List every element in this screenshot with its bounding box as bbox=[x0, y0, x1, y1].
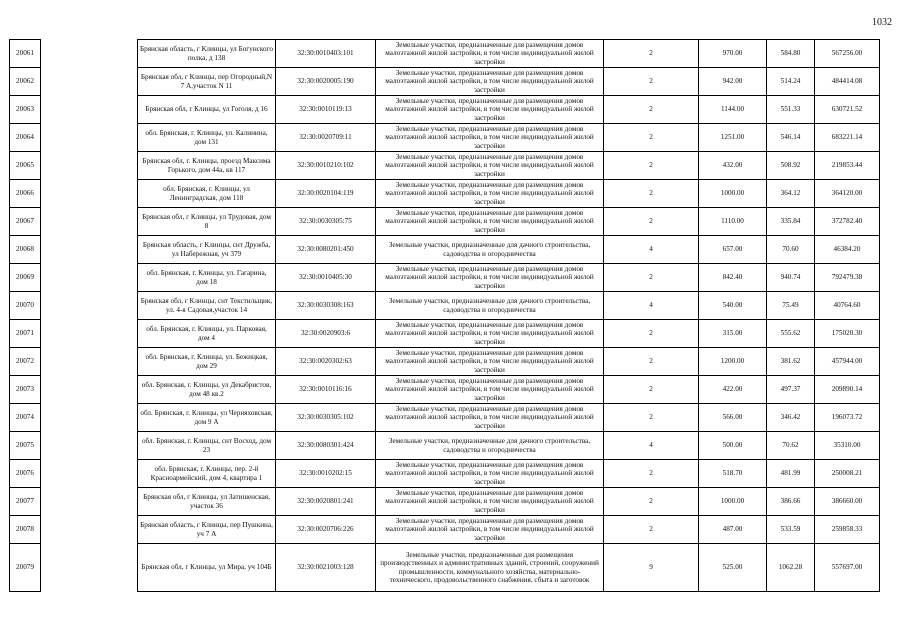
group-number-cell: 2 bbox=[604, 124, 699, 152]
cadastral-number-cell: 32:30:0020903:6 bbox=[276, 320, 376, 348]
area-cell: 1110.00 bbox=[699, 208, 767, 236]
cadastral-number-cell: 32:30:0010116:16 bbox=[276, 376, 376, 404]
cadastral-value-cell: 196073.72 bbox=[815, 404, 880, 432]
group-number-cell: 2 bbox=[604, 208, 699, 236]
group-number-cell: 2 bbox=[604, 68, 699, 96]
address-cell: обл. Брянская, г. Клинцы, ул. Бежицкая, дом 29 bbox=[138, 348, 276, 376]
cadastral-number-cell: 32:30:0020005:190 bbox=[276, 68, 376, 96]
cadastral-value-cell: 683221.14 bbox=[815, 124, 880, 152]
area-cell: 487.00 bbox=[699, 516, 767, 544]
cadastral-value-cell: 792479.38 bbox=[815, 264, 880, 292]
record-number: 20073 bbox=[10, 376, 41, 404]
table-row bbox=[10, 152, 880, 180]
cadastral-value-cell: 175020.30 bbox=[815, 320, 880, 348]
land-use-cell: Земельные участки, предназначенные для размещения домов малоэтажной жилой застройки, в том числе индивидуальной жилой застройки bbox=[376, 516, 604, 544]
cadastral-value-cell: 40764.60 bbox=[815, 292, 880, 320]
blank-column bbox=[41, 264, 138, 292]
group-number-cell: 2 bbox=[604, 152, 699, 180]
land-use-cell: Земельные участки, предназначенные для размещения домов малоэтажной жилой застройки, в том числе индивидуальной жилой застройки bbox=[376, 180, 604, 208]
address-cell: обл. Брянская, г. Клинцы, ул. Парковая, дом 4 bbox=[138, 320, 276, 348]
table-row bbox=[10, 404, 880, 432]
record-number: 20067 bbox=[10, 208, 41, 236]
group-number-cell: 2 bbox=[604, 460, 699, 488]
area-cell: 500.00 bbox=[699, 432, 767, 460]
cadastral-number-cell: 32:30:0030305:102 bbox=[276, 404, 376, 432]
area-cell: 970.00 bbox=[699, 40, 767, 68]
cadastral-number-cell: 32:30:0010403:101 bbox=[276, 40, 376, 68]
address-cell: Брянская обл, г Клинцы, ул Затишенская, участок 36 bbox=[138, 488, 276, 516]
specific-value-cell: 514.24 bbox=[767, 68, 815, 96]
group-number-cell: 4 bbox=[604, 292, 699, 320]
table-row bbox=[10, 432, 880, 460]
cadastral-value-cell: 46384.20 bbox=[815, 236, 880, 264]
record-number: 20066 bbox=[10, 180, 41, 208]
record-number: 20078 bbox=[10, 516, 41, 544]
blank-column bbox=[41, 348, 138, 376]
record-number: 20070 bbox=[10, 292, 41, 320]
specific-value-cell: 346.42 bbox=[767, 404, 815, 432]
table-row bbox=[10, 292, 880, 320]
record-number: 20079 bbox=[10, 544, 41, 592]
blank-column bbox=[41, 544, 138, 592]
record-number: 20071 bbox=[10, 320, 41, 348]
blank-column bbox=[41, 180, 138, 208]
address-cell: обл. Брянская, г. Клинцы, ул. Калинина, дом 131 bbox=[138, 124, 276, 152]
table-row bbox=[10, 516, 880, 544]
cadastral-value-cell: 457944.00 bbox=[815, 348, 880, 376]
group-number-cell: 2 bbox=[604, 376, 699, 404]
blank-column bbox=[41, 488, 138, 516]
cadastral-number-cell: 32:30:0030305:75 bbox=[276, 208, 376, 236]
record-number: 20077 bbox=[10, 488, 41, 516]
address-cell: Брянская область, г Клинцы, пер Пушкина, уч 7 А bbox=[138, 516, 276, 544]
table-row bbox=[10, 488, 880, 516]
group-number-cell: 2 bbox=[604, 348, 699, 376]
blank-column bbox=[41, 404, 138, 432]
area-cell: 432.00 bbox=[699, 152, 767, 180]
specific-value-cell: 364.12 bbox=[767, 180, 815, 208]
specific-value-cell: 551.33 bbox=[767, 96, 815, 124]
group-number-cell: 2 bbox=[604, 40, 699, 68]
area-cell: 315.00 bbox=[699, 320, 767, 348]
land-use-cell: Земельные участки, предназначенные для размещения домов малоэтажной жилой застройки, в том числе индивидуальной жилой застройки bbox=[376, 320, 604, 348]
blank-column bbox=[41, 516, 138, 544]
cadastral-number-cell: 32:30:0020104:119 bbox=[276, 180, 376, 208]
record-number: 20064 bbox=[10, 124, 41, 152]
specific-value-cell: 546.14 bbox=[767, 124, 815, 152]
cadastral-number-cell: 32:30:0010210:102 bbox=[276, 152, 376, 180]
record-number: 20065 bbox=[10, 152, 41, 180]
area-cell: 422.00 bbox=[699, 376, 767, 404]
record-number: 20069 bbox=[10, 264, 41, 292]
specific-value-cell: 481.99 bbox=[767, 460, 815, 488]
address-cell: Брянская область, г Клинцы, снт Дружба, ул Набережная, уч 379 bbox=[138, 236, 276, 264]
table-row bbox=[10, 264, 880, 292]
cadastral-number-cell: 32:30:0010119:13 bbox=[276, 96, 376, 124]
land-use-cell: Земельные участки, предназначенные для размещения производственных и административных зданий, строений, сооружений промышленности, коммунального хозяйства, материально-технического, продовольственного снабжения, сбыта и заготовок bbox=[376, 544, 604, 592]
cadastral-number-cell: 32:30:0080201:450 bbox=[276, 236, 376, 264]
cadastral-value-cell: 386660.00 bbox=[815, 488, 880, 516]
blank-column bbox=[41, 152, 138, 180]
address-cell: Брянская обл, г Клинцы, снт Текстильщик, ул. 4-я Садовая,участок 14 bbox=[138, 292, 276, 320]
specific-value-cell: 70.62 bbox=[767, 432, 815, 460]
area-cell: 1251.00 bbox=[699, 124, 767, 152]
group-number-cell: 4 bbox=[604, 432, 699, 460]
area-cell: 942.00 bbox=[699, 68, 767, 96]
area-cell: 1000.00 bbox=[699, 180, 767, 208]
land-use-cell: Земельные участки, предназначенные для дачного строительства, садоводства и огородничества bbox=[376, 292, 604, 320]
land-use-cell: Земельные участки, предназначенные для размещения домов малоэтажной жилой застройки, в том числе индивидуальной жилой застройки bbox=[376, 208, 604, 236]
land-use-cell: Земельные участки, предназначенные для дачного строительства, садоводства и огородничества bbox=[376, 236, 604, 264]
blank-column bbox=[41, 208, 138, 236]
cadastral-number-cell: 32:30:0020302:63 bbox=[276, 348, 376, 376]
specific-value-cell: 75.49 bbox=[767, 292, 815, 320]
blank-column bbox=[41, 68, 138, 96]
cadastral-value-cell: 259858.33 bbox=[815, 516, 880, 544]
specific-value-cell: 497.37 bbox=[767, 376, 815, 404]
record-number: 20072 bbox=[10, 348, 41, 376]
table-row bbox=[10, 96, 880, 124]
area-cell: 518.70 bbox=[699, 460, 767, 488]
table-row bbox=[10, 236, 880, 264]
cadastral-value-cell: 557697.00 bbox=[815, 544, 880, 592]
specific-value-cell: 533.59 bbox=[767, 516, 815, 544]
specific-value-cell: 1062.28 bbox=[767, 544, 815, 592]
group-number-cell: 4 bbox=[604, 236, 699, 264]
address-cell: Брянская обл, г Клинцы, ул Гоголя, д 16 bbox=[138, 96, 276, 124]
cadastral-value-cell: 372782.40 bbox=[815, 208, 880, 236]
area-cell: 1200.00 bbox=[699, 348, 767, 376]
blank-column bbox=[41, 96, 138, 124]
table-row bbox=[10, 124, 880, 152]
blank-column bbox=[41, 124, 138, 152]
specific-value-cell: 584.80 bbox=[767, 40, 815, 68]
group-number-cell: 2 bbox=[604, 264, 699, 292]
land-use-cell: Земельные участки, предназначенные для размещения домов малоэтажной жилой застройки, в том числе индивидуальной жилой застройки bbox=[376, 40, 604, 68]
land-use-cell: Земельные участки, предназначенные для размещения домов малоэтажной жилой застройки, в том числе индивидуальной жилой застройки bbox=[376, 376, 604, 404]
cadastral-number-cell: 32:30:0080301:424 bbox=[276, 432, 376, 460]
table-row bbox=[10, 40, 880, 68]
group-number-cell: 2 bbox=[604, 516, 699, 544]
cadastral-number-cell: 32:30:0020706:226 bbox=[276, 516, 376, 544]
blank-column bbox=[41, 236, 138, 264]
cadastral-value-cell: 250008.21 bbox=[815, 460, 880, 488]
table-row bbox=[10, 208, 880, 236]
address-cell: Брянская обл, г Клинцы, ул Мира, уч 104Б bbox=[138, 544, 276, 592]
cadastral-value-cell: 567256.00 bbox=[815, 40, 880, 68]
specific-value-cell: 508.92 bbox=[767, 152, 815, 180]
cadastral-value-cell: 630721.52 bbox=[815, 96, 880, 124]
cadastral-number-cell: 32:30:0010405:30 bbox=[276, 264, 376, 292]
group-number-cell: 2 bbox=[604, 404, 699, 432]
specific-value-cell: 335.84 bbox=[767, 208, 815, 236]
area-cell: 525.00 bbox=[699, 544, 767, 592]
specific-value-cell: 386.66 bbox=[767, 488, 815, 516]
land-use-cell: Земельные участки, предназначенные для размещения домов малоэтажной жилой застройки, в том числе индивидуальной жилой застройки bbox=[376, 348, 604, 376]
cadastral-value-cell: 364120.00 bbox=[815, 180, 880, 208]
cadastral-value-cell: 35310.00 bbox=[815, 432, 880, 460]
address-cell: Брянская обл, г Клинцы, ул Трудовая, дом 8 bbox=[138, 208, 276, 236]
land-use-cell: Земельные участки, предназначенные для дачного строительства, садоводства и огородничества bbox=[376, 432, 604, 460]
record-number: 20075 bbox=[10, 432, 41, 460]
table-row bbox=[10, 544, 880, 592]
record-number: 20063 bbox=[10, 96, 41, 124]
record-number: 20068 bbox=[10, 236, 41, 264]
cadastral-number-cell: 32:30:0020709:11 bbox=[276, 124, 376, 152]
record-number: 20074 bbox=[10, 404, 41, 432]
address-cell: Брянская обл, г Клинцы, пер Огородный,N 7 А,участок N 11 bbox=[138, 68, 276, 96]
group-number-cell: 9 bbox=[604, 544, 699, 592]
area-cell: 842.40 bbox=[699, 264, 767, 292]
cadastral-value-cell: 484414.08 bbox=[815, 68, 880, 96]
blank-column bbox=[41, 432, 138, 460]
specific-value-cell: 555.62 bbox=[767, 320, 815, 348]
address-cell: Брянская обл, г. Клинцы, проезд Максима Горького, дом 44а, кв 117 bbox=[138, 152, 276, 180]
group-number-cell: 2 bbox=[604, 488, 699, 516]
blank-column bbox=[41, 376, 138, 404]
area-cell: 540.00 bbox=[699, 292, 767, 320]
cadastral-number-cell: 32:30:0010202:15 bbox=[276, 460, 376, 488]
land-use-cell: Земельные участки, предназначенные для размещения домов малоэтажной жилой застройки, в том числе индивидуальной жилой застройки bbox=[376, 124, 604, 152]
area-cell: 657.00 bbox=[699, 236, 767, 264]
record-number: 20062 bbox=[10, 68, 41, 96]
cadastral-number-cell: 32:30:0020801:241 bbox=[276, 488, 376, 516]
specific-value-cell: 70.60 bbox=[767, 236, 815, 264]
cadastral-value-cell: 219853.44 bbox=[815, 152, 880, 180]
area-cell: 1144.00 bbox=[699, 96, 767, 124]
blank-column bbox=[41, 40, 138, 68]
blank-column bbox=[41, 292, 138, 320]
record-number: 20061 bbox=[10, 40, 41, 68]
address-cell: обл. Брянская, г. Клинцы, ул. Гагарина, дом 18 bbox=[138, 264, 276, 292]
table-row bbox=[10, 68, 880, 96]
table-row bbox=[10, 320, 880, 348]
land-use-cell: Земельные участки, предназначенные для размещения домов малоэтажной жилой застройки, в том числе индивидуальной жилой застройки bbox=[376, 152, 604, 180]
land-use-cell: Земельные участки, предназначенные для размещения домов малоэтажной жилой застройки, в том числе индивидуальной жилой застройки bbox=[376, 460, 604, 488]
blank-column bbox=[41, 460, 138, 488]
address-cell: обл. Брянская, г. Клинцы, ул Ленинградская, дом 118 bbox=[138, 180, 276, 208]
area-cell: 566.00 bbox=[699, 404, 767, 432]
specific-value-cell: 381.62 bbox=[767, 348, 815, 376]
address-cell: обл. Брянская, г. Клинцы, снт Восход, дом 23 bbox=[138, 432, 276, 460]
address-cell: Брянская область, г Клинцы, ул Богунского полка, д 138 bbox=[138, 40, 276, 68]
page-number: 1032 bbox=[872, 17, 892, 28]
specific-value-cell: 940.74 bbox=[767, 264, 815, 292]
land-use-cell: Земельные участки, предназначенные для размещения домов малоэтажной жилой застройки, в том числе индивидуальной жилой застройки bbox=[376, 68, 604, 96]
record-number: 20076 bbox=[10, 460, 41, 488]
blank-column bbox=[41, 320, 138, 348]
table-row bbox=[10, 376, 880, 404]
cadastral-number-cell: 32:30:0030308:163 bbox=[276, 292, 376, 320]
address-cell: обл. Брянская, г. Клинцы, ул Декабристов, дом 48 кв.2 bbox=[138, 376, 276, 404]
land-use-cell: Земельные участки, предназначенные для размещения домов малоэтажной жилой застройки, в том числе индивидуальной жилой застройки bbox=[376, 488, 604, 516]
group-number-cell: 2 bbox=[604, 96, 699, 124]
address-cell: обл. Брянская, г. Клинцы, пер. 2-й Красноармейский, дом 4, квартира 1 bbox=[138, 460, 276, 488]
area-cell: 1000.00 bbox=[699, 488, 767, 516]
table-row bbox=[10, 460, 880, 488]
cadastral-value-cell: 209890.14 bbox=[815, 376, 880, 404]
table-row bbox=[10, 180, 880, 208]
table-body bbox=[10, 40, 880, 592]
land-use-cell: Земельные участки, предназначенные для размещения домов малоэтажной жилой застройки, в том числе индивидуальной жилой застройки bbox=[376, 404, 604, 432]
land-use-cell: Земельные участки, предназначенные для размещения домов малоэтажной жилой застройки, в том числе индивидуальной жилой застройки bbox=[376, 264, 604, 292]
group-number-cell: 2 bbox=[604, 180, 699, 208]
land-use-cell: Земельные участки, предназначенные для размещения домов малоэтажной жилой застройки, в том числе индивидуальной жилой застройки bbox=[376, 96, 604, 124]
cadastral-value-table bbox=[9, 39, 880, 592]
table-row bbox=[10, 348, 880, 376]
group-number-cell: 2 bbox=[604, 320, 699, 348]
address-cell: обл. Брянская, г. Клинцы, ул Черняховская, дом 9 А bbox=[138, 404, 276, 432]
cadastral-number-cell: 32:30:0021003:128 bbox=[276, 544, 376, 592]
